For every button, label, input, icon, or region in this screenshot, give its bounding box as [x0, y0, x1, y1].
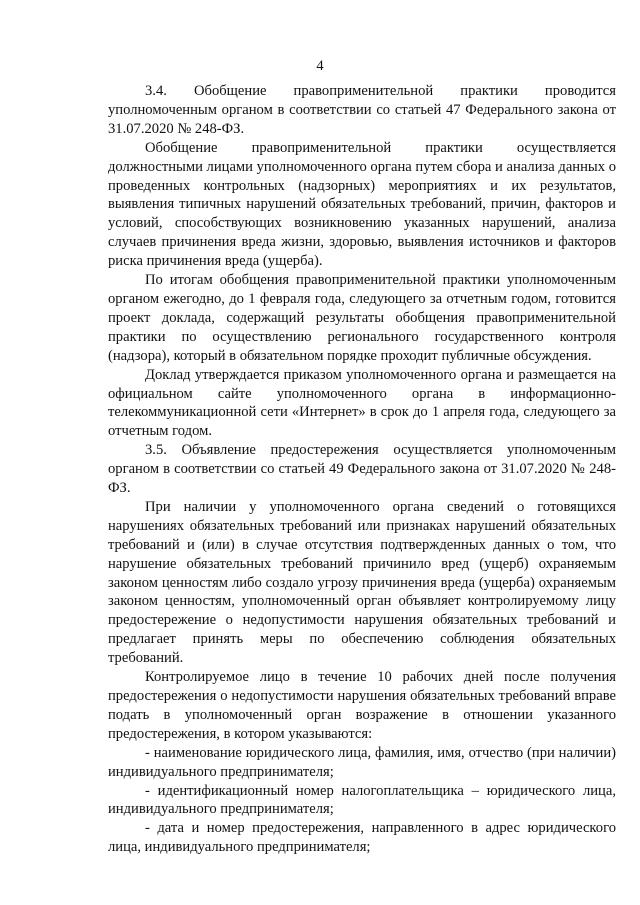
paragraph-annual-report: По итогам обобщения правоприменительной практики уполномоченным органом ежегодно, до 1 февраля года, следующего за отчетным годом, готовится проект доклада, содержащий результаты обобщения правоприменительной практики по осуществлению регионального государственного контроля (надзора), который в обязательном порядке проходит публичные обсуждения. — [108, 272, 616, 364]
document-body — [108, 82, 616, 857]
list-item-warning-date: - дата и номер предостережения, направленного в адрес юридического лица, индивидуального предпринимателя; — [108, 820, 616, 856]
list-item-inn: - идентификационный номер налогоплательщика – юридического лица, индивидуального предпринимателя; — [108, 782, 616, 818]
paragraph-report-approval: Доклад утверждается приказом уполномоченного органа и размещается на официальном сайте уполномоченного органа в информационно-телекоммуникационной сети «Интернет» в срок до 1 апреля года, следующего за отчетным годом. — [108, 366, 616, 440]
paragraph-generalization: Обобщение правоприменительной практики осуществляется должностными лицами уполномоченного органа путем сбора и анализа данных о проведенных контрольных (надзорных) мероприятиях и их результатов, выявления типичных нарушений обязательных требований, причин, факторов и условий, способствующих возникновению указанных нарушений, анализа случаев причинения вреда жизни, здоровью, выявления источников и факторов риска причинения вреда (ущерба). — [108, 139, 616, 270]
paragraph-3-4: 3.4. Обобщение правоприменительной практики проводится уполномоченным органом в соответствии со статьей 47 Федерального закона от 31.07.2020 № 248-ФЗ. — [108, 83, 616, 137]
page-number: 4 — [316, 58, 324, 74]
paragraph-3-5: 3.5. Объявление предостережения осуществляется уполномоченным органом в соответствии со статьей 49 Федерального закона от 31.07.2020 № 248-ФЗ. — [108, 442, 616, 497]
paragraph-objection: Контролируемое лицо в течение 10 рабочих дней после получения предостережения о недопустимости нарушения обязательных требований вправе подать в уполномоченный орган возражение в отношении указанного предостережения, в котором указываются: — [108, 669, 616, 742]
paragraph-warning-conditions: При наличии у уполномоченного органа сведений о готовящихся нарушениях обязательных требований или признаках нарушений обязательных требований и (или) в случае отсутствия подтвержденных данных о том, что нарушение обязательных требований причинило вред (ущерб) охраняемым законом ценностям либо создало угрозу причинения вреда (ущерба) охраняемым законом ценностям, уполномоченный орган объявляет контролируемому лицу предостережение о недопустимости нарушения обязательных требований и предлагает принять меры по обеспечению соблюдения обязательных требований. — [108, 498, 616, 667]
list-item-name: - наименование юридического лица, фамилия, имя, отчество (при наличии) индивидуального предпринимателя; — [108, 744, 616, 780]
